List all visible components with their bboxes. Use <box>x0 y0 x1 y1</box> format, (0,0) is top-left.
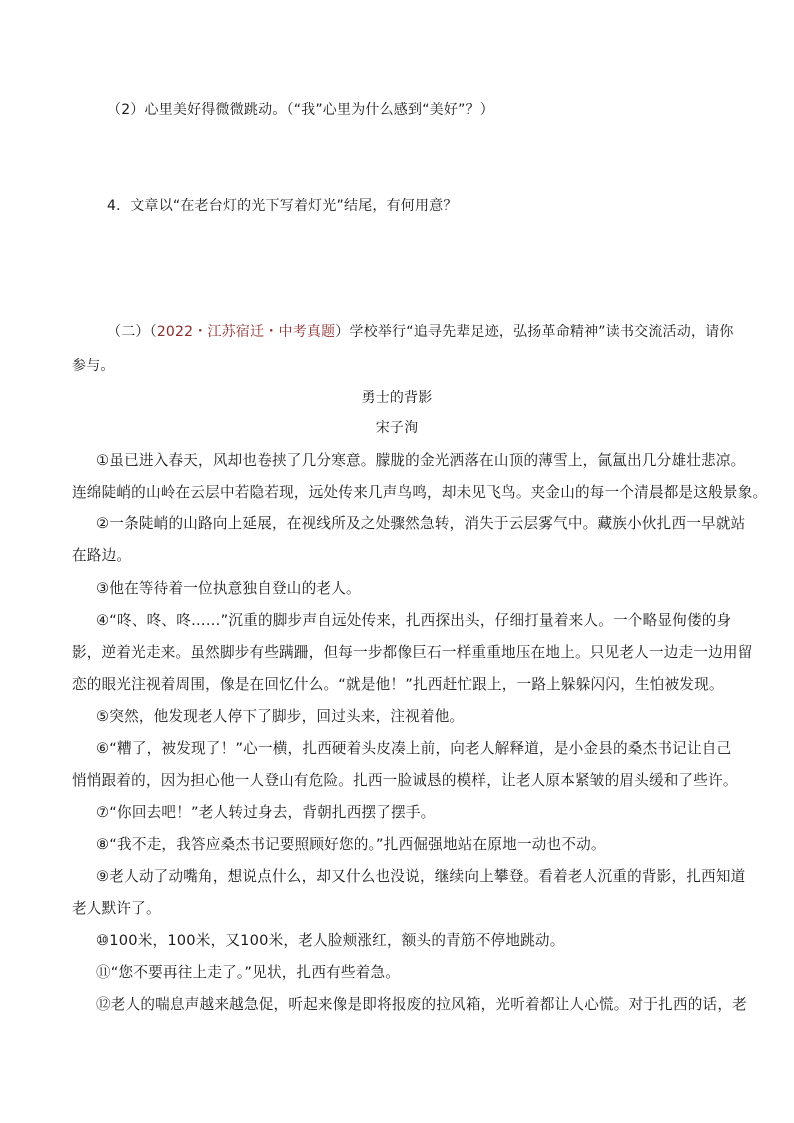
paragraph-line: ②一条陡峭的山路向上延展，在视线所及之处骤然急转，消失于云层雾气中。藏族小伙扎西一早就站 <box>96 515 746 532</box>
paragraph-line: ④“咚、咚、咚……”沉重的脚步声自远处传来，扎西探出头，仔细打量着来人。一个略显佝偻的身 <box>96 612 732 629</box>
paragraph-line: 影，逆着光走来。虽然脚步有些蹒跚，但每一步都像巨石一样重重地压在地上。只见老人一边走一边用留 <box>72 644 753 661</box>
paragraph-line: 恋的眼光注视着周围，像是在回忆什么。“就是他！”扎西赶忙跟上，一路上躲躲闪闪，生怕被发现。 <box>72 676 724 693</box>
paragraph-line: ⑨老人动了动嘴角，想说点什么，却又什么也没说，继续向上攀登。看着老人沉重的背影，扎西知道 <box>96 868 746 885</box>
article-title: 勇士的背影 <box>361 390 433 406</box>
paragraph-line: ⑪“您不要再往上走了。”见状，扎西有些着急。 <box>96 964 401 981</box>
paragraph-line: 在路边。 <box>72 547 132 564</box>
paragraph-line: ⑧“我不走，我答应桑杰书记要照顾好您的。”扎西倔强地站在原地一动也不动。 <box>96 836 606 853</box>
paragraph-line: ⑤突然，他发现老人停下了脚步，回过头来，注视着他。 <box>96 708 465 725</box>
paragraph-line: ⑫老人的喘息声越来越急促，听起来像是即将报废的拉风箱，光听着都让人心慌。对于扎西的话，老 <box>96 996 747 1013</box>
section-heading <box>107 322 759 342</box>
paragraph-line: ①虽已进入春天，风却也卷挟了几分寒意。朦胧的金光洒落在山顶的薄雪上，氤氲出几分雄壮悲凉。 <box>96 452 746 469</box>
section-heading-continuation: 参与。 <box>72 358 115 374</box>
question-4: 4．文章以“在老台灯的光下写着灯光”结尾，有何用意？ <box>107 198 458 214</box>
paragraph-line: ⑦“你回去吧！”老人转过身去，背朝扎西摆了摆手。 <box>96 804 436 821</box>
paragraph-line: ⑩100米，100米，又100米，老人脸颊涨红，额头的青筋不停地跳动。 <box>96 932 565 949</box>
section-prefix: （二）（ <box>107 324 157 340</box>
paragraph-line: 悄悄跟着的，因为担心他一人登山有危险。扎西一脸诚恳的模样，让老人原本紧皱的眉头缓和了些许。 <box>72 772 738 789</box>
paragraph-line: ③他在等待着一位执意独自登山的老人。 <box>96 580 361 597</box>
paragraph-line: 老人默许了。 <box>72 900 161 917</box>
paragraph-line: ⑥“糟了，被发现了！”心一横，扎西硬着头皮凑上前，向老人解释道，是小金县的桑杰书记让自己 <box>96 740 732 757</box>
section-suffix: ）学校举行“追寻先辈足迹，弘扬革命精神”读书交流活动，请你 <box>335 324 734 340</box>
paragraph-line: 连绵陡峭的山岭在云层中若隐若现，远处传来几声鸟鸣，却未见飞鸟。夹金山的每一个清晨都是这般景象。 <box>72 484 768 501</box>
article-author: 宋子洵 <box>375 420 419 436</box>
question-2: （2）心里美好得微微跳动。（“我”心里为什么感到“美好”？） <box>107 102 494 118</box>
source-tag: 2022・江苏宿迁・中考真题 <box>156 324 336 340</box>
